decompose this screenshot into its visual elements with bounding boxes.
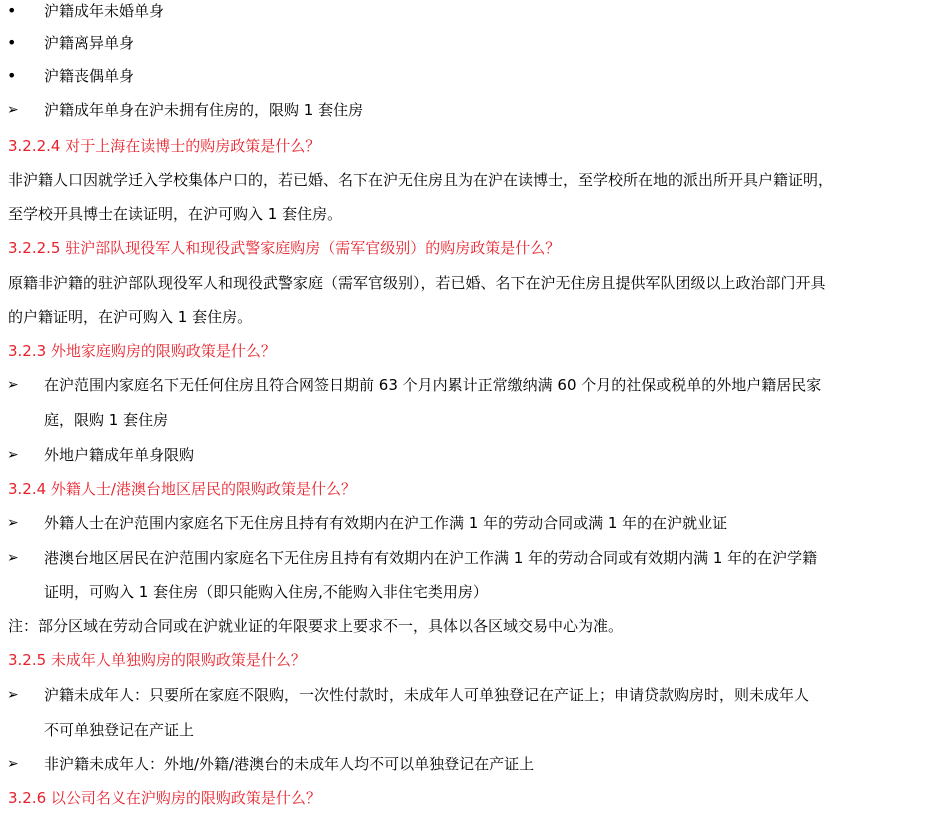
bullet-list-item (0, 26, 946, 60)
arrow-bullet-icon: ➢ (7, 102, 19, 118)
section-heading (0, 334, 946, 368)
arrow-list-item (0, 93, 946, 127)
line-text: 3.2.5 未成年人单独购房的限购政策是什么？ (8, 651, 306, 669)
line-text: 非沪籍未成年人：外地/外籍/港澳台的未成年人均不可以单独登记在产证上 (44, 755, 535, 773)
list-item-continuation (0, 713, 946, 747)
bullet-list-item (0, 59, 946, 93)
line-text: 外地户籍成年单身限购 (44, 446, 195, 464)
arrow-bullet-icon: ➢ (7, 515, 19, 531)
section-heading (0, 231, 946, 265)
list-item-continuation (0, 575, 946, 609)
line-text: 沪籍丧偶单身 (44, 67, 135, 85)
line-text: 至学校开具博士在读证明，在沪可购入 1 套住房。 (8, 205, 343, 223)
line-text: 的户籍证明，在沪可购入 1 套住房。 (8, 308, 253, 326)
arrow-list-item (0, 747, 946, 781)
line-text: 3.2.2.5 驻沪部队现役军人和现役武警家庭购房（需军官级别）的购房政策是什么？ (8, 239, 561, 257)
section-heading (0, 129, 946, 163)
bullet-icon: • (7, 66, 17, 85)
bullet-icon: • (7, 33, 17, 52)
line-text: 沪籍未成年人：只要所在家庭不限购，一次性付款时，未成年人可单独登记在产证上；申请贷款购房时，则未成年人 (44, 686, 810, 704)
arrow-list-item (0, 368, 946, 402)
line-text: 证明，可购入 1 套住房（即只能购入住房,不能购入非住宅类用房） (44, 583, 488, 601)
paragraph-line (0, 197, 946, 231)
line-text: 注：部分区域在劳动合同或在沪就业证的年限要求上要求不一，具体以各区域交易中心为准。 (8, 617, 624, 635)
arrow-bullet-icon: ➢ (7, 447, 19, 463)
list-item-continuation (0, 403, 946, 437)
paragraph-line (0, 163, 946, 197)
line-text: 沪籍成年单身在沪未拥有住房的，限购 1 套住房 (44, 101, 364, 119)
line-text: 3.2.2.4 对于上海在读博士的购房政策是什么？ (8, 137, 321, 155)
line-text: 不可单独登记在产证上 (44, 721, 195, 739)
line-text: 3.2.6 以公司名义在沪购房的限购政策是什么？ (8, 789, 321, 807)
bullet-list-item (0, 0, 946, 28)
arrow-list-item (0, 506, 946, 540)
line-text: 3.2.3 外地家庭购房的限购政策是什么？ (8, 342, 276, 360)
arrow-list-item (0, 678, 946, 712)
line-text: 3.2.4 外籍人士/港澳台地区居民的限购政策是什么？ (8, 480, 356, 498)
arrow-bullet-icon: ➢ (7, 756, 19, 772)
arrow-bullet-icon: ➢ (7, 377, 19, 393)
line-text: 庭，限购 1 套住房 (44, 411, 169, 429)
bullet-icon: • (7, 1, 17, 20)
arrow-list-item (0, 438, 946, 472)
line-text: 外籍人士在沪范围内家庭名下无住房且持有有效期内在沪工作满 1 年的劳动合同或满 1 年的在沪就业证 (44, 514, 728, 532)
arrow-bullet-icon: ➢ (7, 687, 19, 703)
arrow-list-item (0, 541, 946, 575)
line-text: 非沪籍人口因就学迁入学校集体户口的，若已婚、名下在沪无住房且为在沪在读博士，至学校所在地的派出所开具户籍证明， (8, 171, 834, 189)
paragraph-line (0, 300, 946, 334)
line-text: 港澳台地区居民在沪范围内家庭名下无住房且持有有效期内在沪工作满 1 年的劳动合同或有效期内满 1 年的在沪学籍 (44, 549, 818, 567)
line-text: 沪籍离异单身 (44, 34, 135, 52)
section-heading (0, 472, 946, 506)
arrow-bullet-icon: ➢ (7, 550, 19, 566)
paragraph-line (0, 266, 946, 300)
line-text: 原籍非沪籍的驻沪部队现役军人和现役武警家庭（需军官级别），若已婚、名下在沪无住房且提供军队团级以上政治部门开具 (8, 274, 826, 292)
section-heading (0, 643, 946, 677)
section-heading (0, 781, 946, 815)
line-text: 沪籍成年未婚单身 (44, 2, 165, 20)
line-text: 在沪范围内家庭名下无任何住房且符合网签日期前 63 个月内累计正常缴纳满 60 个月的社保或税单的外地户籍居民家 (44, 376, 822, 394)
paragraph-line (0, 609, 946, 643)
